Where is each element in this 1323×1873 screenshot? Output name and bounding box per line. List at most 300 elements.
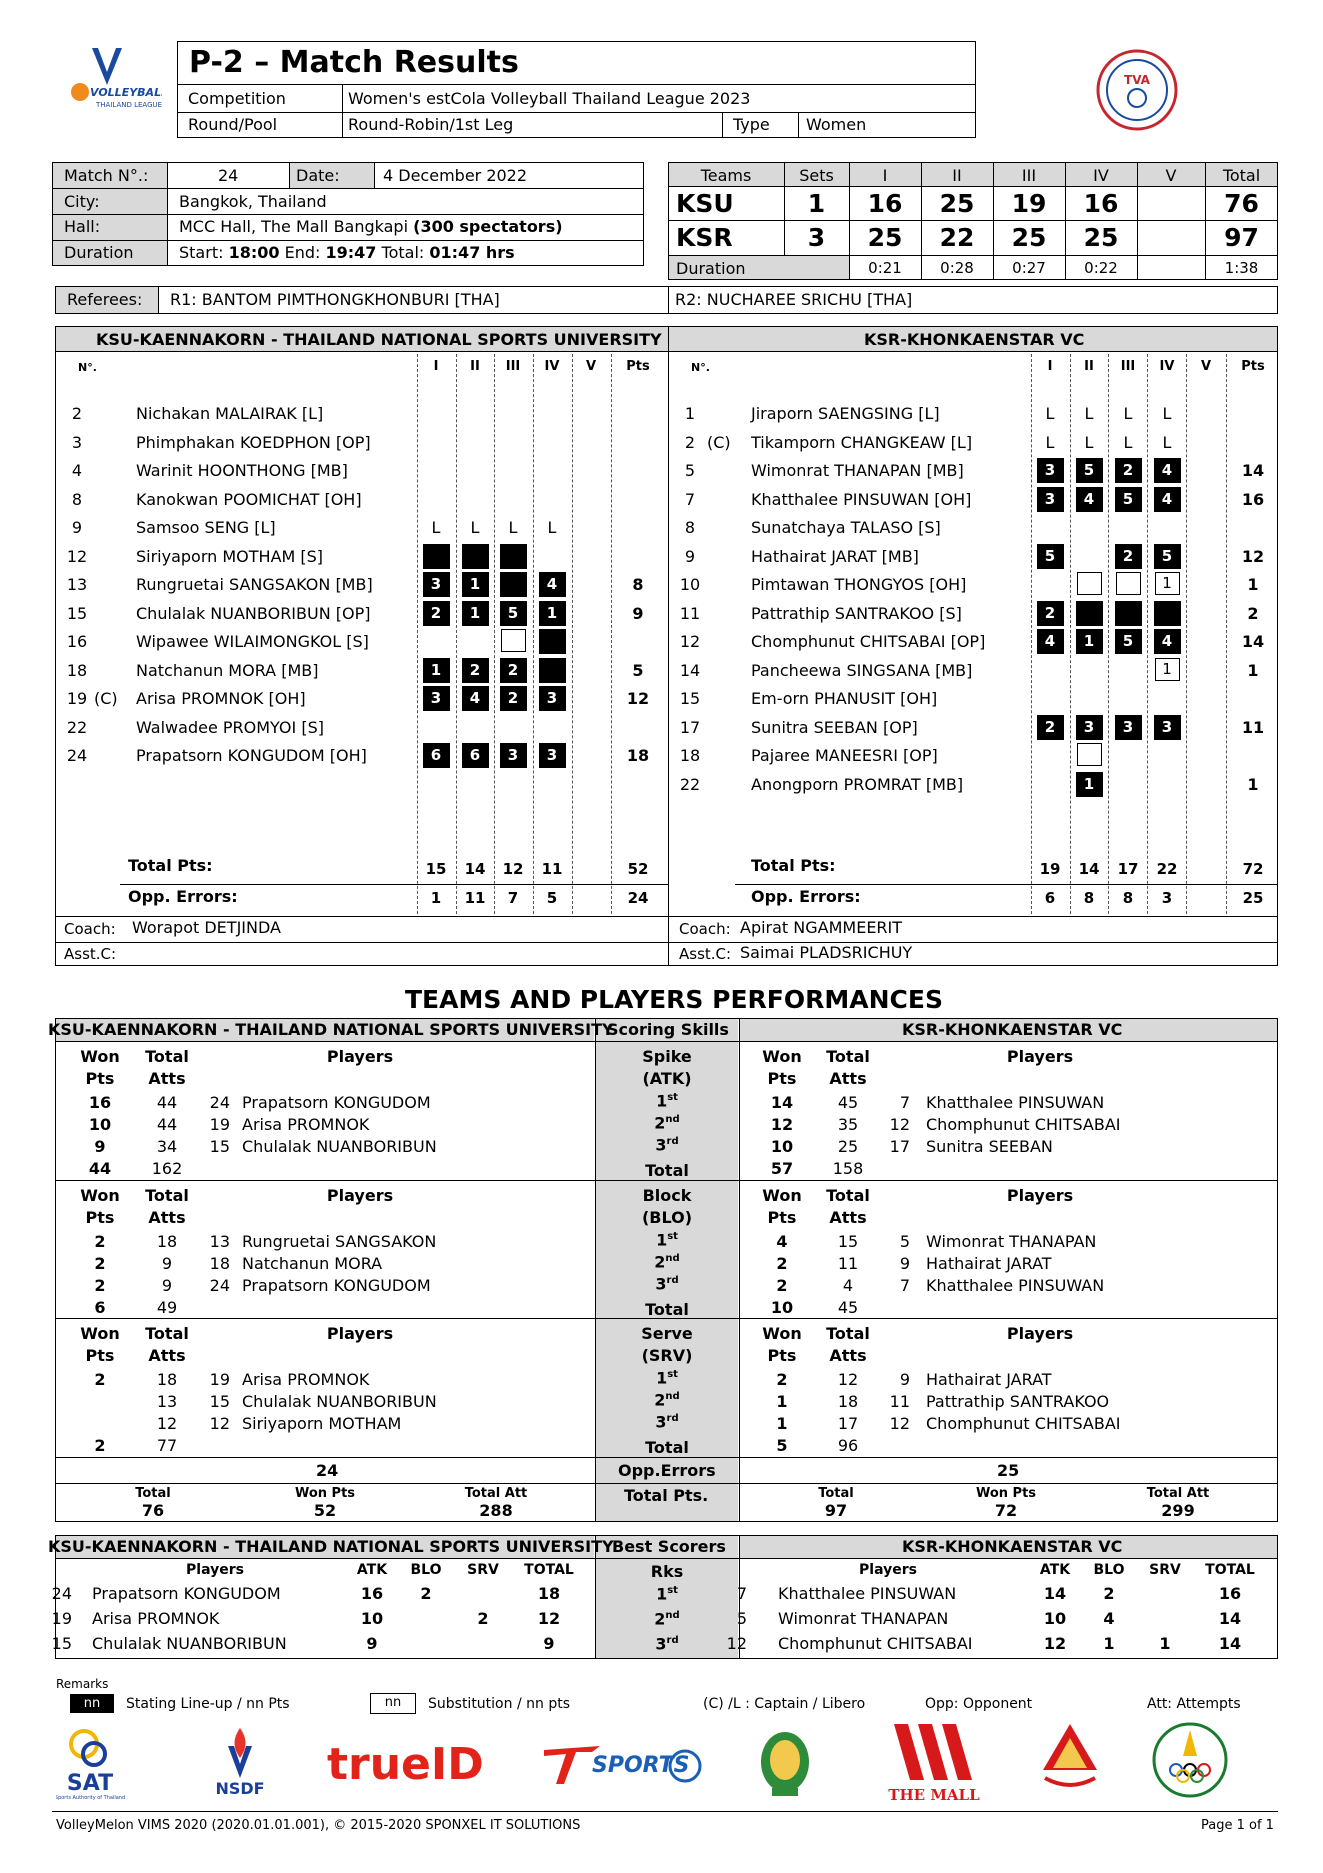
perf-won-pts: 16 — [88, 1093, 112, 1112]
perf-won-total: 5 — [776, 1436, 788, 1455]
teamA-captain-mark: (C) — [94, 689, 118, 708]
perf-player-name: Prapatsorn KONGUDOM — [242, 1093, 431, 1112]
teamB-set-label: III — [1120, 359, 1136, 374]
date-label: Date: — [296, 166, 340, 185]
teamB-starting-box: 2 — [1115, 458, 1142, 483]
score-duration: 0:28 — [940, 259, 974, 277]
teamA-player-no: 19 — [66, 689, 88, 708]
perf-player-no: 15 — [209, 1137, 230, 1156]
coach-a: Worapot DETJINDA — [132, 918, 281, 937]
round-label: Round/Pool — [188, 115, 278, 134]
teamB-player-name: Anongporn PROMRAT [MB] — [751, 774, 964, 794]
best-stat: 4 — [1103, 1609, 1115, 1628]
perf-summary-label: Total — [135, 1486, 171, 1501]
teamA-starting-box: 3 — [423, 686, 450, 711]
svg-text:SPORTS: SPORTS — [592, 1753, 690, 1778]
teamB-opp-error: 8 — [1083, 889, 1095, 907]
teamA-opp-error: 1 — [430, 889, 442, 907]
teamA-starting-box — [500, 544, 527, 569]
teamB-starting-box: 4 — [1154, 487, 1181, 512]
best-stat: 2 — [1103, 1584, 1115, 1603]
teamB-starting-box: 4 — [1037, 629, 1064, 654]
perf-player-name: Hathairat JARAT — [926, 1370, 1052, 1389]
score-header: III — [1021, 166, 1037, 185]
perf-atts-header: Atts — [829, 1069, 867, 1088]
teamA-starting-box — [539, 629, 566, 654]
best-player-no: 12 — [726, 1634, 747, 1653]
perf-won-pts: 4 — [776, 1232, 788, 1251]
teamB-player-pts: 12 — [1241, 546, 1265, 566]
perf-atts-header: Atts — [829, 1346, 867, 1365]
teamA-starting-box: 1 — [462, 601, 489, 626]
perf-player-name: Khatthalee PINSUWAN — [926, 1093, 1105, 1112]
teamB-player-pts: 14 — [1241, 461, 1265, 480]
teamB-total-label: Total Pts: — [751, 856, 836, 875]
teamB-player-no: 8 — [684, 518, 696, 537]
best-rank: 1st — [656, 1584, 678, 1604]
score-cell: KSU — [676, 189, 734, 218]
teamA-set-total: 15 — [425, 860, 447, 878]
teamA-player-pts: 12 — [626, 689, 650, 708]
svg-text:VOLLEYBALL: VOLLEYBALL — [90, 86, 162, 99]
skill-abbr: (ATK) — [642, 1069, 692, 1088]
hall-value: MCC Hall, The Mall Bangkapi (300 spectators) — [179, 217, 563, 236]
teamB-substitution-box: 1 — [1155, 658, 1180, 681]
opp-errors-label: Opp.Errors — [618, 1461, 716, 1480]
teamB-libero-mark: L — [1162, 432, 1172, 452]
teamB-player-no: 18 — [679, 746, 701, 765]
teamA-libero-mark: L — [547, 518, 557, 537]
perf-summary-label: Won Pts — [294, 1486, 356, 1501]
perf-won-total: 6 — [94, 1298, 106, 1317]
perf-summary-value: 76 — [141, 1501, 165, 1520]
perf-total-atts: 44 — [156, 1093, 178, 1112]
perf-total-atts: 12 — [837, 1370, 859, 1389]
asst-b: Saimai PLADSRICHUY — [740, 943, 913, 962]
footer-page: Page 1 of 1 — [1201, 1818, 1274, 1833]
perf-total-header: Total — [826, 1324, 870, 1343]
perf-won-header: Won — [762, 1047, 802, 1066]
best-header: ATK — [1039, 1562, 1071, 1578]
teamA-player-no: 24 — [66, 746, 88, 765]
teamB-player-pts: 14 — [1241, 632, 1265, 651]
teamA-starting-box: 1 — [423, 658, 450, 683]
score-cell: 16 — [867, 189, 903, 218]
perf-mid-title: Scoring Skills — [607, 1020, 729, 1039]
best-stat: 14 — [1218, 1634, 1242, 1653]
team-b-name: KSR-KHONKAENSTAR VC — [864, 330, 1085, 349]
teamA-libero-mark: L — [508, 518, 518, 537]
perf-total-atts: 12 — [156, 1414, 178, 1433]
best-player-name: Prapatsorn KONGUDOM — [92, 1584, 281, 1603]
teamB-substitution-box — [1116, 572, 1141, 595]
teamB-player-name: Sunitra SEEBAN [OP] — [751, 717, 918, 737]
teamB-captain-mark: (C) — [707, 432, 731, 452]
perf-summary-value: 299 — [1161, 1501, 1195, 1520]
skill-total-label: Total — [645, 1438, 689, 1457]
score-cell: 1 — [807, 189, 826, 218]
best-rank: 2nd — [654, 1609, 680, 1629]
teamA-player-pts: 18 — [626, 746, 650, 765]
best-mid-title: Best Scorers — [612, 1537, 726, 1556]
teamB-player-name: Jiraporn SAENGSING [L] — [751, 404, 940, 423]
teamA-total-pts: 52 — [627, 860, 649, 878]
teamB-substitution-box — [1077, 743, 1102, 766]
perf-pts-header: Pts — [85, 1208, 115, 1227]
teamB-player-name: Khatthalee PINSUWAN [OH] — [751, 489, 972, 509]
round-value: Round-Robin/1st Leg — [348, 115, 514, 134]
skill-rank: 3rd — [655, 1412, 679, 1432]
perf-player-name: Sunitra SEEBAN — [926, 1137, 1053, 1156]
teamA-player-no: 13 — [66, 575, 88, 594]
tsports-logo — [540, 1740, 710, 1790]
teamB-set-label: V — [1200, 359, 1212, 374]
opponent-legend: Opp: Opponent — [925, 1696, 1033, 1712]
score-header: Total — [1222, 166, 1261, 185]
teamB-player-name: Em-orn PHANUSIT [OH] — [751, 689, 938, 708]
perf-won-header: Won — [762, 1324, 802, 1343]
coach-b: Apirat NGAMMEERIT — [740, 918, 903, 937]
perf-player-name: Rungruetai SANGSAKON — [242, 1232, 437, 1251]
best-stat: 12 — [1043, 1634, 1067, 1653]
perf-player-no: 12 — [889, 1414, 910, 1433]
teamB-player-no: 7 — [684, 489, 696, 509]
best-player-no: 7 — [736, 1584, 747, 1603]
best-stat: 10 — [360, 1609, 384, 1628]
bangkok-seal-logo — [1035, 1720, 1105, 1804]
city-label: City: — [64, 192, 100, 211]
teamB-starting-box: 2 — [1037, 715, 1064, 740]
teamA-starting-box: 2 — [500, 686, 527, 711]
best-header: TOTAL — [524, 1562, 574, 1578]
teamA-starting-box: 2 — [500, 658, 527, 683]
score-cell: 19 — [1011, 189, 1047, 218]
opp-errors-b: 25 — [997, 1461, 1020, 1480]
skill-rank: 2nd — [654, 1252, 680, 1272]
best-team-b: KSR-KHONKAENSTAR VC — [902, 1537, 1123, 1556]
teamB-player-name: Sunatchaya TALASO [S] — [751, 518, 941, 537]
best-stat: 9 — [366, 1634, 378, 1653]
score-cell: 3 — [807, 223, 826, 252]
teamA-substitution-box — [501, 629, 526, 652]
perf-players-header: Players — [1006, 1324, 1074, 1343]
perf-total-atts: 18 — [837, 1392, 859, 1411]
svg-text:THE MALL: THE MALL — [888, 1786, 980, 1804]
best-player-name: Wimonrat THANAPAN — [778, 1609, 949, 1628]
teamB-player-name: Pancheewa SINGSANA [MB] — [751, 660, 973, 680]
teamB-libero-mark: L — [1162, 404, 1172, 423]
perf-player-no: 5 — [899, 1232, 910, 1251]
score-cell: KSR — [676, 223, 733, 252]
teamB-substitution-box — [1077, 572, 1102, 595]
teamA-starting-box: 3 — [539, 743, 566, 768]
hall-label: Hall: — [64, 217, 101, 236]
best-stat: 9 — [543, 1634, 555, 1653]
perf-summary-value: 288 — [479, 1501, 513, 1520]
teamA-starting-box: 4 — [462, 686, 489, 711]
teamA-player-name: Natchanun MORA [MB] — [136, 660, 319, 680]
perf-won-total: 2 — [94, 1436, 106, 1455]
teamB-starting-box: 4 — [1154, 629, 1181, 654]
perf-total-atts: 17 — [837, 1414, 859, 1433]
perf-summary-label: Total Att — [1146, 1486, 1210, 1501]
perf-team-a: KSU-KAENNAKORN - THAILAND NATIONAL SPORTS UNIVERSITY — [48, 1020, 614, 1039]
opp-errors-a: 24 — [316, 1461, 339, 1480]
teamA-player-no: 16 — [66, 632, 88, 651]
svg-text:TVA: TVA — [1124, 73, 1150, 87]
teamB-libero-mark: L — [1045, 432, 1055, 452]
teamB-player-pts: 16 — [1241, 489, 1265, 509]
score-cell: 25 — [1083, 223, 1119, 252]
asst-b-label: Asst.C: — [679, 945, 732, 963]
perf-atts-total: 49 — [156, 1298, 178, 1317]
svg-text:trueID: trueID — [327, 1739, 484, 1787]
teamA-set-total: 14 — [464, 860, 486, 878]
teamA-player-no: 8 — [71, 489, 83, 509]
teamB-starting-box: 5 — [1115, 487, 1142, 512]
competition-label: Competition — [188, 89, 286, 108]
perf-player-no: 19 — [209, 1115, 230, 1134]
best-player-no: 19 — [51, 1609, 72, 1628]
city-value: Bangkok, Thailand — [179, 192, 327, 211]
best-stat: 14 — [1218, 1609, 1242, 1628]
skill-rank: 3rd — [655, 1274, 679, 1294]
teamB-player-pts: 1 — [1247, 575, 1259, 594]
best-stat: 16 — [360, 1584, 384, 1603]
best-stat: 18 — [537, 1584, 561, 1603]
score-cell: 16 — [1083, 189, 1119, 218]
teamB-player-no: 10 — [679, 575, 701, 594]
best-header: ATK — [356, 1562, 388, 1578]
teamB-opp-total: 25 — [1242, 889, 1264, 907]
teamA-player-name: Prapatsorn KONGUDOM [OH] — [136, 746, 367, 765]
perf-atts-total: 158 — [832, 1159, 864, 1178]
starting-lineup-sample: nn — [70, 1694, 114, 1713]
skill-abbr: (SRV) — [641, 1346, 693, 1365]
best-team-a: KSU-KAENNAKORN - THAILAND NATIONAL SPORTS UNIVERSITY — [48, 1537, 614, 1556]
footer-software: VolleyMelon VIMS 2020 (2020.01.01.001), © 2015-2020 SPONXEL IT SOLUTIONS — [56, 1818, 581, 1833]
best-player-name: Arisa PROMNOK — [92, 1609, 220, 1628]
perf-atts-total: 96 — [837, 1436, 859, 1455]
skill-rank: 2nd — [654, 1113, 680, 1133]
perf-atts-header: Atts — [148, 1069, 186, 1088]
teamA-player-name: Wipawee WILAIMONGKOL [S] — [136, 632, 369, 651]
teamA-starting-box: 2 — [462, 658, 489, 683]
asst-a-label: Asst.C: — [64, 945, 117, 963]
score-header: Teams — [700, 166, 752, 185]
perf-total-atts: 44 — [156, 1115, 178, 1134]
perf-won-pts: 2 — [94, 1232, 106, 1251]
score-header: IV — [1093, 166, 1109, 185]
teamB-player-pts: 1 — [1247, 660, 1259, 680]
score-header: I — [882, 166, 888, 185]
perf-won-total: 10 — [770, 1298, 794, 1317]
teamA-player-no: 18 — [66, 660, 88, 680]
teamB-player-name: Chomphunut CHITSABAI [OP] — [751, 632, 986, 651]
teamA-opp-label: Opp. Errors: — [128, 887, 238, 906]
teamB-starting-box: 5 — [1154, 544, 1181, 569]
perf-total-atts: 34 — [156, 1137, 178, 1156]
teamB-libero-mark: L — [1084, 432, 1094, 452]
teamB-starting-box: 3 — [1037, 458, 1064, 483]
teamB-starting-box: 3 — [1115, 715, 1142, 740]
teamB-opp-label: Opp. Errors: — [751, 887, 861, 906]
perf-player-no: 11 — [889, 1392, 910, 1411]
teamA-player-no: 15 — [66, 603, 88, 623]
skill-rank: 1st — [656, 1230, 678, 1250]
perf-summary-value: 72 — [994, 1501, 1018, 1520]
teamB-player-pts: 11 — [1241, 717, 1265, 737]
perf-players-header: Players — [326, 1186, 394, 1205]
volleyball-league-logo — [62, 40, 162, 118]
teamB-starting-box: 1 — [1076, 772, 1103, 797]
perf-won-pts: 2 — [776, 1254, 788, 1273]
teamB-player-pts: 1 — [1247, 774, 1259, 794]
teamB-player-name: Pajaree MANEESRI [OP] — [751, 746, 938, 765]
perf-won-total: 44 — [88, 1159, 112, 1178]
teamB-substitution-box: 1 — [1155, 572, 1180, 595]
page-title: P-2 – Match Results — [189, 45, 519, 80]
perf-pts-header: Pts — [767, 1069, 797, 1088]
perf-total-atts: 35 — [837, 1115, 859, 1134]
teamA-total-label: Total Pts: — [128, 856, 213, 875]
best-header: BLO — [410, 1562, 442, 1578]
perf-atts-header: Atts — [148, 1208, 186, 1227]
teamA-set-total: 11 — [541, 860, 563, 878]
teamA-starting-box: 2 — [423, 601, 450, 626]
best-stat: 12 — [537, 1609, 561, 1628]
teamB-set-total: 19 — [1039, 860, 1061, 878]
perf-summary-value: 52 — [313, 1501, 337, 1520]
score-header: Sets — [799, 166, 834, 185]
teamB-opp-error: 3 — [1161, 889, 1173, 907]
best-player-name: Chulalak NUANBORIBUN — [92, 1634, 287, 1653]
teamB-starting-box: 3 — [1037, 487, 1064, 512]
teamA-set-label: II — [470, 359, 480, 374]
teamB-set-total: 14 — [1078, 860, 1100, 878]
teamB-total-pts: 72 — [1242, 860, 1264, 878]
score-cell: 76 — [1224, 189, 1259, 218]
best-rank: 3rd — [655, 1634, 679, 1654]
perf-player-no: 18 — [209, 1254, 230, 1273]
score-cell: 25 — [1011, 223, 1047, 252]
perf-players-header: Players — [1006, 1047, 1074, 1066]
best-stat: 2 — [420, 1584, 432, 1603]
teamB-player-no: 15 — [679, 689, 701, 708]
teamB-player-name: Pimtawan THONGYOS [OH] — [751, 575, 967, 594]
teamB-libero-mark: L — [1084, 404, 1094, 423]
teamA-starting-box — [500, 572, 527, 597]
teamB-player-no: 14 — [679, 660, 701, 680]
teamA-player-name: Siriyaporn MOTHAM [S] — [136, 546, 324, 566]
perf-players-header: Players — [326, 1324, 394, 1343]
score-cell: 25 — [867, 223, 903, 252]
teamA-starting-box: 6 — [462, 743, 489, 768]
teamB-starting-box: 2 — [1037, 601, 1064, 626]
teamA-player-pts: 5 — [632, 660, 644, 680]
teamA-player-no: 2 — [71, 404, 83, 423]
coach-b-label: Coach: — [679, 920, 731, 938]
captain-legend: (C) /L : Captain / Libero — [703, 1696, 866, 1712]
type-label: Type — [733, 115, 770, 134]
teamA-no-label: N°. — [78, 361, 97, 374]
perf-pts-header: Pts — [767, 1346, 797, 1365]
score-header: II — [952, 166, 962, 185]
perf-player-no: 12 — [209, 1414, 230, 1433]
svg-text:Sports Authority of Thailand: Sports Authority of Thailand — [56, 1795, 126, 1801]
perf-atts-total: 77 — [156, 1436, 178, 1455]
teamB-player-name: Tikamporn CHANGKEAW [L] — [751, 432, 973, 452]
score-duration: 1:38 — [1224, 259, 1259, 277]
teamA-set-label: V — [585, 359, 597, 374]
perf-player-name: Chomphunut CHITSABAI — [926, 1414, 1121, 1433]
score-header: V — [1165, 166, 1177, 185]
svg-text:NSDF: NSDF — [215, 1779, 265, 1798]
skill-rank: 3rd — [655, 1135, 679, 1155]
perf-player-no: 19 — [209, 1370, 230, 1389]
teamA-set-label: I — [433, 359, 439, 374]
referees-label: Referees: — [67, 290, 143, 309]
teamA-opp-error: 5 — [546, 889, 558, 907]
match-no-label: Match N°.: — [64, 166, 149, 185]
coach-a-label: Coach: — [64, 920, 116, 938]
perf-won-pts: 14 — [770, 1093, 794, 1112]
best-player-name: Chomphunut CHITSABAI — [778, 1634, 973, 1653]
perf-summary-label: Total Att — [464, 1486, 528, 1501]
referee-1: R1: BANTOM PIMTHONGKHONBURI [THA] — [170, 290, 500, 309]
teamA-opp-error: 11 — [464, 889, 486, 907]
best-header: Players — [186, 1562, 244, 1578]
perf-player-name: Chomphunut CHITSABAI — [926, 1115, 1121, 1134]
perf-pts-header: Pts — [85, 1069, 115, 1088]
perf-won-pts: 2 — [776, 1276, 788, 1295]
perf-player-no: 7 — [899, 1093, 910, 1112]
perf-players-header: Players — [326, 1047, 394, 1066]
best-header: BLO — [1093, 1562, 1125, 1578]
perf-total-atts: 45 — [837, 1093, 859, 1112]
the-mall-logo — [884, 1720, 984, 1804]
teamB-starting-box — [1076, 601, 1103, 626]
teamB-set-label: IV — [1159, 359, 1175, 374]
teamA-player-name: Nichakan MALAIRAK [L] — [136, 404, 324, 423]
performances-title: TEAMS AND PLAYERS PERFORMANCES — [405, 985, 943, 1014]
teamA-starting-box: 1 — [462, 572, 489, 597]
perf-atts-total: 162 — [151, 1159, 183, 1178]
perf-player-name: Natchanun MORA — [242, 1254, 383, 1273]
teamB-starting-box — [1154, 601, 1181, 626]
perf-atts-header: Atts — [148, 1346, 186, 1365]
perf-total-atts: 15 — [837, 1232, 859, 1251]
teamA-set-label: III — [505, 359, 521, 374]
perf-player-no: 24 — [209, 1276, 230, 1295]
teamB-opp-error: 6 — [1044, 889, 1056, 907]
teamB-starting-box: 2 — [1115, 544, 1142, 569]
perf-won-pts: 10 — [770, 1137, 794, 1156]
skill-total-label: Total — [645, 1300, 689, 1319]
teamA-set-label: IV — [544, 359, 560, 374]
perf-player-name: Khatthalee PINSUWAN — [926, 1276, 1105, 1295]
olympic-committee-logo — [1145, 1720, 1235, 1804]
svg-text:THAILAND LEAGUE: THAILAND LEAGUE — [96, 101, 162, 109]
skill-total-label: Total — [645, 1161, 689, 1180]
perf-total-header: Total — [145, 1047, 189, 1066]
perf-player-no: 9 — [899, 1370, 910, 1389]
teamB-starting-box: 5 — [1076, 458, 1103, 483]
government-seal-logo — [750, 1720, 820, 1804]
teamB-player-no: 11 — [679, 603, 701, 623]
score-cell: 25 — [939, 189, 975, 218]
teamB-starting-box: 3 — [1076, 715, 1103, 740]
